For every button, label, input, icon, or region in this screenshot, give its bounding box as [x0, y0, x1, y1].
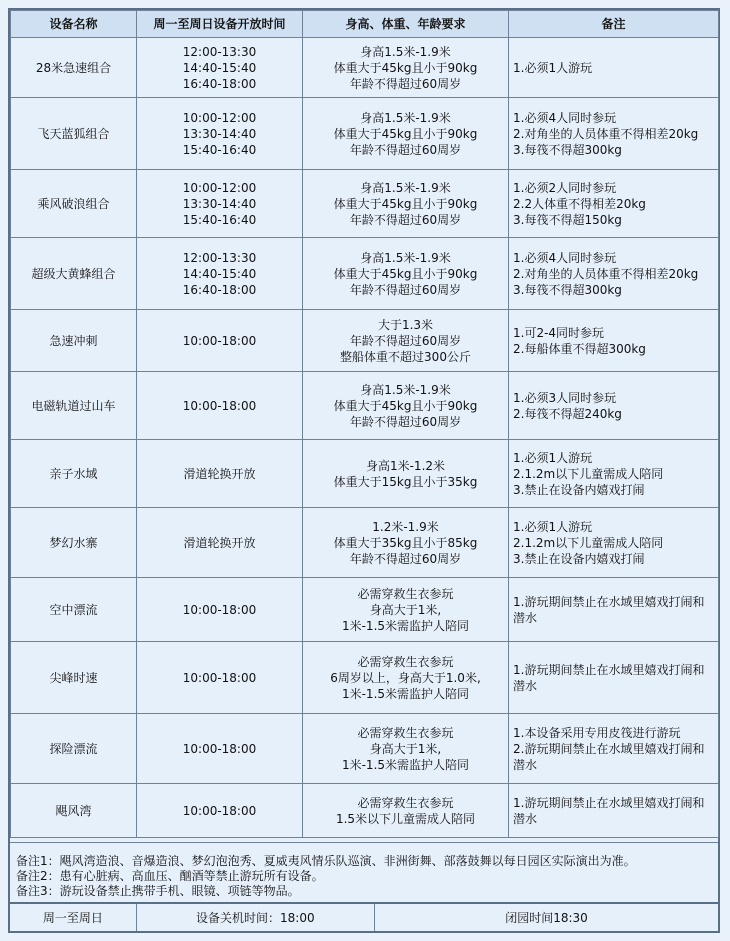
ride-requirements [303, 238, 509, 310]
ride-note [509, 714, 719, 784]
ride-note-line: 3.禁止在设备内嬉戏打闹 [513, 482, 645, 497]
ride-note [509, 440, 719, 508]
ride-name: 梦幻水寨 [11, 508, 137, 578]
ride-requirements-line: 身高大于1米, [369, 741, 442, 756]
ride-note [509, 642, 719, 714]
ride-requirements-line: 身高1.5米-1.9米 [360, 180, 451, 195]
ride-time-line: 10:00-12:00 [182, 180, 257, 195]
ride-note-line: 2.1.2m以下儿童需成人陪同 [513, 466, 664, 481]
ride-requirements-line: 年龄不得超过60周岁 [349, 212, 462, 227]
ride-name: 乘风破浪组合 [11, 170, 137, 238]
ride-note-line: 1.必须1人游玩 [513, 450, 593, 465]
ride-requirements [303, 38, 509, 98]
ride-requirements-line: 身高1.5米-1.9米 [360, 250, 451, 265]
table-row [11, 372, 719, 440]
ride-time-line: 10:00-18:00 [182, 741, 257, 756]
ride-requirements [303, 508, 509, 578]
ride-name: 超级大黄蜂组合 [11, 238, 137, 310]
ride-note [509, 98, 719, 170]
ride-name: 电磁轨道过山车 [11, 372, 137, 440]
ride-requirements-line: 体重大于45kg且小于90kg [333, 398, 478, 413]
ride-requirements-line: 1米-1.5米需监护人陪同 [341, 686, 470, 701]
table-row [11, 440, 719, 508]
table-row [11, 238, 719, 310]
ride-requirements-line: 身高1.5米-1.9米 [360, 382, 451, 397]
ride-requirements-line: 大于1.3米 [377, 317, 434, 332]
ride-name: 急速冲刺 [11, 310, 137, 372]
note-line: 备注3：游玩设备禁止携带手机、眼镜、项链等物品。 [16, 884, 300, 898]
ride-time-line: 10:00-18:00 [182, 333, 257, 348]
ride-requirements-line: 体重大于45kg且小于90kg [333, 126, 478, 141]
ride-requirements [303, 578, 509, 642]
ride-name: 探险漂流 [11, 714, 137, 784]
ride-note-line: 1.必须1人游玩 [513, 519, 593, 534]
table-row [11, 784, 719, 838]
table-row [11, 578, 719, 642]
ride-requirements [303, 310, 509, 372]
ride-time-line: 10:00-18:00 [182, 803, 257, 818]
ride-note [509, 508, 719, 578]
ride-name: 空中漂流 [11, 578, 137, 642]
ride-time-line: 滑道轮换开放 [183, 466, 256, 481]
ride-note [509, 578, 719, 642]
ride-requirements-line: 体重大于45kg且小于90kg [333, 60, 478, 75]
ride-time [137, 38, 303, 98]
table-row [11, 310, 719, 372]
ride-time-line: 15:40-16:40 [182, 142, 257, 157]
ride-time [137, 440, 303, 508]
footer-bar [10, 902, 718, 931]
ride-requirements [303, 784, 509, 838]
table-row [11, 508, 719, 578]
ride-note [509, 310, 719, 372]
rides-table [10, 10, 719, 838]
ride-requirements-line: 必需穿救生衣参玩 [357, 795, 454, 810]
ride-requirements-line: 体重大于15kg且小于35kg [333, 474, 478, 489]
ride-note-line: 3.每筏不得超300kg [513, 282, 622, 297]
ride-requirements-line: 年龄不得超过60周岁 [349, 142, 462, 157]
ride-requirements [303, 98, 509, 170]
ride-note-line: 1.必须4人同时参玩 [513, 250, 617, 265]
ride-note-line: 2.每船体重不得超300kg [513, 341, 646, 356]
ride-time-line: 滑道轮换开放 [183, 535, 256, 550]
ride-time-line: 13:30-14:40 [182, 196, 257, 211]
header-time: 周一至周日设备开放时间 [137, 11, 303, 38]
ride-time-line: 10:00-12:00 [182, 110, 257, 125]
header-row [11, 11, 719, 38]
ride-note-line: 1.必须3人同时参玩 [513, 390, 617, 405]
schedule-board [8, 8, 720, 933]
ride-requirements-line: 必需穿救生衣参玩 [357, 725, 454, 740]
ride-note-line: 1.游玩期间禁止在水域里嬉戏打闹和潜水 [513, 662, 705, 693]
ride-time-line: 10:00-18:00 [182, 602, 257, 617]
ride-note [509, 372, 719, 440]
footer-park-close: 闭园时间18:30 [505, 911, 588, 925]
ride-time-line: 12:00-13:30 [182, 44, 257, 59]
ride-note-line: 3.每筏不得超150kg [513, 212, 622, 227]
table-row [11, 714, 719, 784]
ride-name: 尖峰时速 [11, 642, 137, 714]
ride-time-line: 14:40-15:40 [182, 60, 257, 75]
ride-note-line: 1.必须2人同时参玩 [513, 180, 617, 195]
ride-name: 28米急速组合 [11, 38, 137, 98]
ride-requirements [303, 440, 509, 508]
ride-requirements-line: 体重大于45kg且小于90kg [333, 266, 478, 281]
note-line: 备注2：患有心脏病、高血压、酗酒等禁止游玩所有设备。 [16, 869, 324, 883]
ride-time [137, 642, 303, 714]
ride-requirements-line: 体重大于35kg且小于85kg [333, 535, 478, 550]
ride-requirements-line: 1米-1.5米需监护人陪同 [341, 618, 470, 633]
ride-time [137, 310, 303, 372]
ride-note-line: 1.必须1人游玩 [513, 60, 593, 75]
ride-note [509, 238, 719, 310]
ride-time-line: 12:00-13:30 [182, 250, 257, 265]
ride-note-line: 2.游玩期间禁止在水域里嬉戏打闹和潜水 [513, 741, 705, 772]
ride-time [137, 372, 303, 440]
ride-time [137, 714, 303, 784]
ride-requirements [303, 372, 509, 440]
ride-note-line: 1.可2-4同时参玩 [513, 325, 605, 340]
table-row [11, 38, 719, 98]
ride-note-line: 1.必须4人同时参玩 [513, 110, 617, 125]
footer-equipment-close: 设备关机时间：18:00 [137, 904, 375, 931]
ride-note-line: 2.每筏不得超240kg [513, 406, 622, 421]
table-row [11, 170, 719, 238]
ride-requirements-line: 1米-1.5米需监护人陪同 [341, 757, 470, 772]
ride-time [137, 238, 303, 310]
ride-note [509, 38, 719, 98]
ride-note-line: 1.游玩期间禁止在水域里嬉戏打闹和潜水 [513, 795, 705, 826]
ride-time-line: 15:40-16:40 [182, 212, 257, 227]
ride-time-line: 14:40-15:40 [182, 266, 257, 281]
ride-requirements-line: 年龄不得超过60周岁 [349, 333, 462, 348]
ride-note-line: 2.对角坐的人员体重不得相差20kg [513, 266, 699, 281]
ride-requirements-line: 1.5米以下儿童需成人陪同 [335, 811, 476, 826]
ride-time [137, 170, 303, 238]
ride-time [137, 784, 303, 838]
ride-requirements-line: 年龄不得超过60周岁 [349, 282, 462, 297]
ride-requirements [303, 714, 509, 784]
ride-note-line: 2.对角坐的人员体重不得相差20kg [513, 126, 699, 141]
ride-note-line: 2.1.2m以下儿童需成人陪同 [513, 535, 664, 550]
ride-time [137, 578, 303, 642]
ride-requirements-line: 身高大于1米, [369, 602, 442, 617]
note-line: 备注1：飓风湾造浪、音爆造浪、梦幻泡泡秀、夏威夷风情乐队巡演、非洲街舞、部落鼓舞以每日园区实际演出为准。 [16, 854, 636, 868]
ride-requirements-line: 身高1.5米-1.9米 [360, 44, 451, 59]
general-notes [10, 842, 718, 902]
ride-note-line: 1.游玩期间禁止在水域里嬉戏打闹和潜水 [513, 594, 705, 625]
ride-requirements-line: 必需穿救生衣参玩 [357, 654, 454, 669]
ride-note-line: 3.每筏不得超300kg [513, 142, 622, 157]
ride-requirements-line: 身高1.5米-1.9米 [360, 110, 451, 125]
header-name: 设备名称 [11, 11, 137, 38]
ride-name: 亲子水域 [11, 440, 137, 508]
ride-time-line: 10:00-18:00 [182, 670, 257, 685]
ride-requirements-line: 身高1米-1.2米 [365, 458, 446, 473]
ride-note-line: 2.2人体重不得相差20kg [513, 196, 646, 211]
ride-requirements [303, 170, 509, 238]
ride-time-line: 16:40-18:00 [182, 76, 257, 91]
ride-note [509, 170, 719, 238]
ride-requirements-line: 整船体重不超过300公斤 [340, 349, 471, 364]
ride-time-line: 13:30-14:40 [182, 126, 257, 141]
ride-time-line: 16:40-18:00 [182, 282, 257, 297]
ride-requirements [303, 642, 509, 714]
ride-requirements-line: 年龄不得超过60周岁 [349, 414, 462, 429]
ride-time-line: 10:00-18:00 [182, 398, 257, 413]
table-row [11, 98, 719, 170]
ride-note-line: 3.禁止在设备内嬉戏打闹 [513, 551, 645, 566]
ride-requirements-line: 体重大于45kg且小于90kg [333, 196, 478, 211]
ride-requirements-line: 6周岁以上，身高大于1.0米, [330, 670, 481, 685]
header-notes: 备注 [509, 11, 719, 38]
ride-requirements-line: 年龄不得超过60周岁 [349, 551, 462, 566]
ride-requirements-line: 1.2米-1.9米 [372, 519, 439, 534]
ride-requirements-line: 必需穿救生衣参玩 [357, 586, 454, 601]
ride-time [137, 508, 303, 578]
ride-name: 飞天蓝狐组合 [11, 98, 137, 170]
ride-name: 飓风湾 [11, 784, 137, 838]
header-requirements: 身高、体重、年龄要求 [303, 11, 509, 38]
ride-note-line: 1.本设备采用专用皮筏进行游玩 [513, 725, 681, 740]
table-row [11, 642, 719, 714]
footer-days: 周一至周日 [10, 904, 137, 931]
ride-note [509, 784, 719, 838]
ride-requirements-line: 年龄不得超过60周岁 [349, 76, 462, 91]
ride-time [137, 98, 303, 170]
